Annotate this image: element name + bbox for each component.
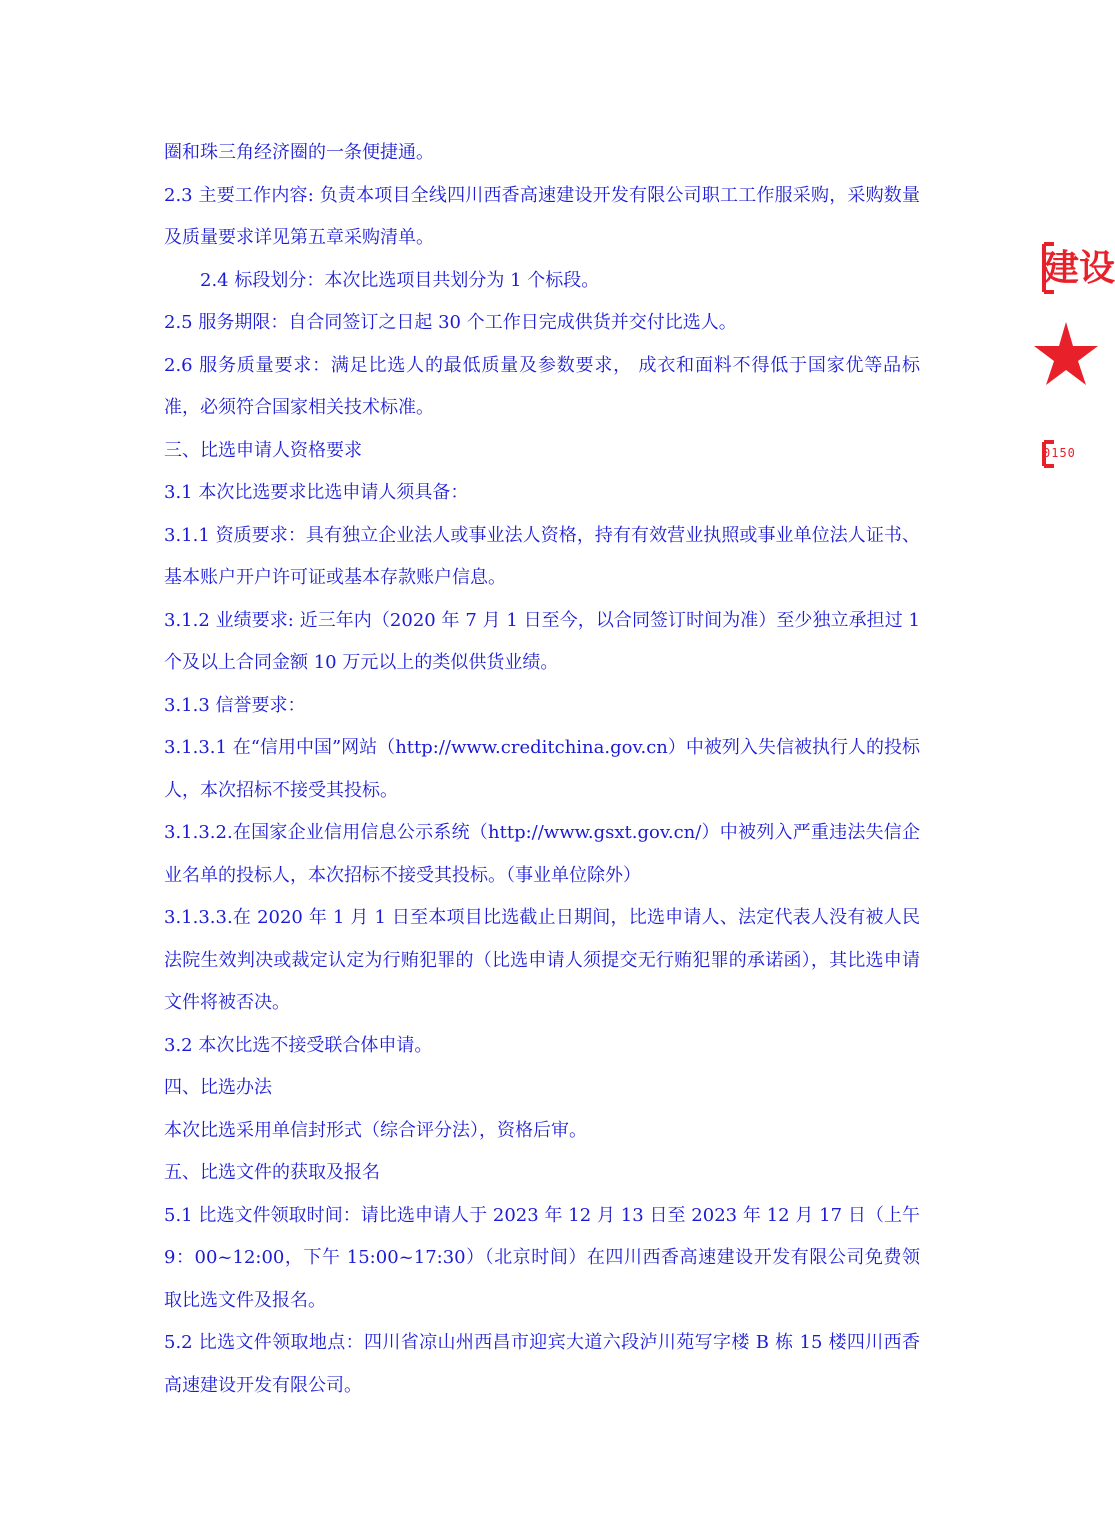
paragraph: 本次比选采用单信封形式（综合评分法），资格后审。 xyxy=(164,1119,587,1141)
paragraph: 3.1.3 信誉要求： xyxy=(164,694,306,716)
paragraph: 3.2 本次比选不接受联合体申请。 xyxy=(164,1034,433,1056)
paragraph: 3.1.3.1 在“信用中国”网站（http://www.creditchina.gov.cn）中被列入失信被执行人的投标人，本次招标不接受其投标。 xyxy=(164,737,920,801)
paragraph: 2.4 标段划分：本次比选项目共划分为 1 个标段。 xyxy=(200,269,600,291)
paragraph: 3.1.3.3.在 2020 年 1 月 1 日至本项目比选截止日期间，比选申请人、法定代表人没有被人民法院生效判决或裁定认定为行贿犯罪的（比选申请人须提交无行贿犯罪的承诺函），其比选申请文件将被否决。 xyxy=(164,907,920,1013)
paragraph: 3.1.1 资质要求：具有独立企业法人或事业法人资格，持有有效营业执照或事业单位法人证书、基本账户开户许可证或基本存款账户信息。 xyxy=(164,524,920,588)
paragraph: 3.1.3.2.在国家企业信用信息公示系统（http://www.gsxt.gov.cn/）中被列入严重违法失信企业名单的投标人，本次招标不接受其投标。（事业单位除外） xyxy=(164,822,920,886)
paragraph: 2.3 主要工作内容: 负责本项目全线四川西香高速建设开发有限公司职工工作服采购，采购数量及质量要求详见第五章采购清单。 xyxy=(164,184,920,248)
paragraph: 三、比选申请人资格要求 xyxy=(164,439,362,461)
paragraph: 2.5 服务期限：自合同签订之日起 30 个工作日完成供货并交付比选人。 xyxy=(164,312,737,333)
paragraph: 5.2 比选文件领取地点：四川省凉山州西昌市迎宾大道六段泸川苑写字楼 B 栋 15 楼四川西香高速建设开发有限公司。 xyxy=(164,1332,920,1396)
paragraph: 3.1.2 业绩要求: 近三年内（2020 年 7 月 1 日至今，以合同签订时间为准）至少独立承担过 1 个及以上合同金额 10 万元以上的类似供货业绩。 xyxy=(164,609,920,673)
paragraph: 2.6 服务质量要求：满足比选人的最低质量及参数要求， 成衣和面料不得低于国家优等品标准，必须符合国家相关技术标准。 xyxy=(164,354,920,418)
paragraph: 圈和珠三角经济圈的一条便捷通。 xyxy=(164,142,434,163)
seal-star-icon xyxy=(1034,322,1098,385)
document-body xyxy=(164,132,920,1407)
paragraph: 五、比选文件的获取及报名 xyxy=(164,1162,380,1183)
seal-code: 0150 xyxy=(1043,446,1076,460)
seal-text: 建设 xyxy=(1043,247,1115,289)
paragraph: 5.1 比选文件领取时间：请比选申请人于 2023 年 12 月 13 日至 2023 年 12 月 17 日（上午 9：00~12:00，下午 15:00~17:30）（北京时间）在四川西香高速建设开发有限公司免费领取比选文件及报名。 xyxy=(164,1204,920,1311)
paragraph: 3.1 本次比选要求比选申请人须具备： xyxy=(164,482,469,503)
paragraph: 四、比选办法 xyxy=(164,1077,272,1098)
